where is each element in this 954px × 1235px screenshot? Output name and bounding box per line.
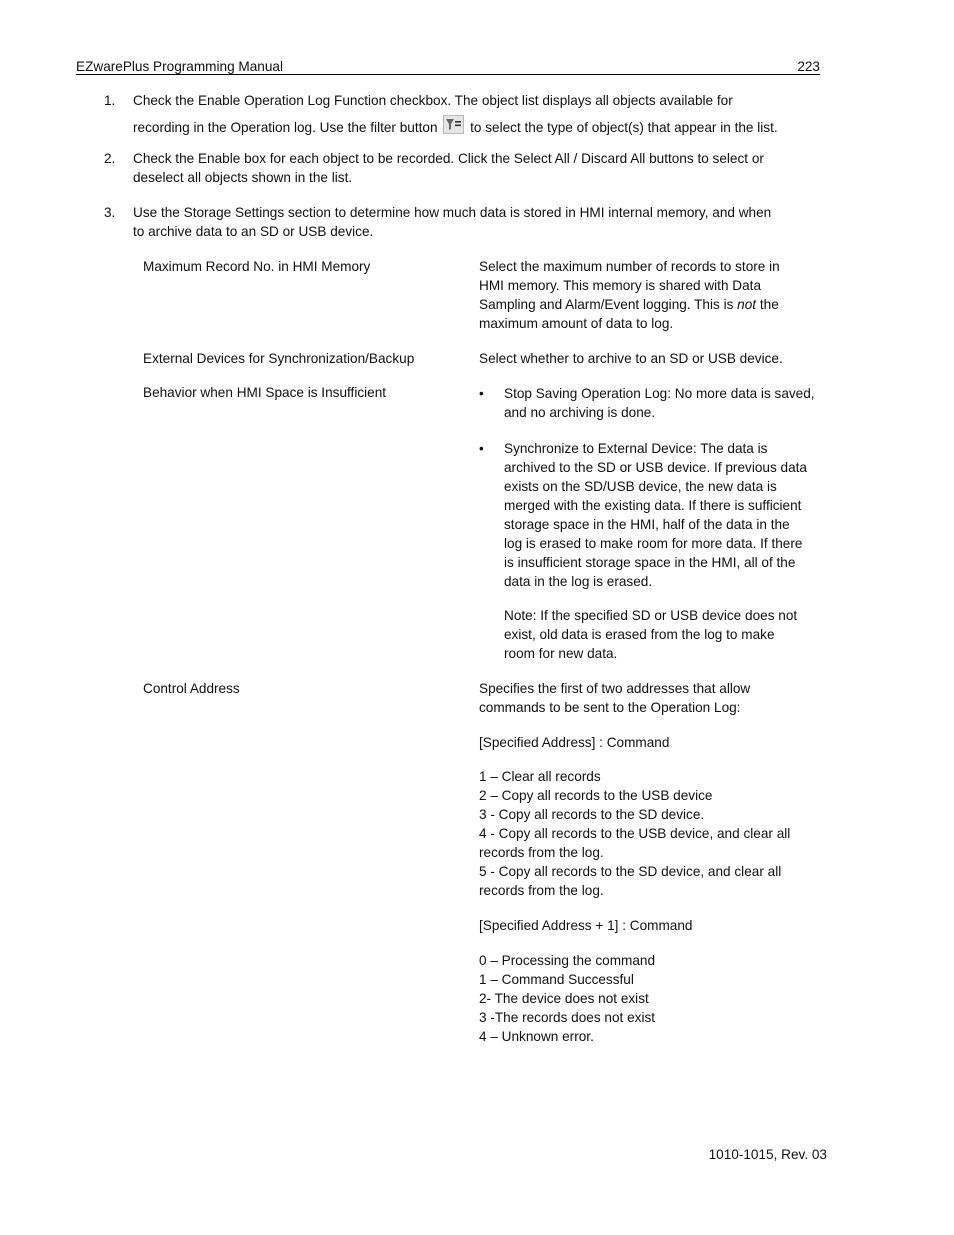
bullet-icon: • bbox=[479, 441, 484, 456]
page-header bbox=[76, 57, 820, 75]
step-number: 1. bbox=[104, 93, 116, 108]
behavior-label: Behavior when HMI Space is Insufficient bbox=[143, 385, 387, 400]
step-number: 2. bbox=[104, 151, 116, 166]
step-1-text-line2: recording in the Operation log. Use the filter button to select the type of object(s) that appear in the list. bbox=[133, 115, 833, 137]
address-1-heading: [Specified Address] : Command bbox=[479, 735, 670, 750]
document-revision: 1010-1015, Rev. 03 bbox=[708, 1147, 827, 1162]
filter-icon bbox=[443, 115, 464, 134]
max-record-description: Select the maximum number of records to store in HMI memory. This memory is shared with Data Sampling and Alarm/Event logging. This is not the maximum amount of data to log. bbox=[479, 259, 780, 331]
address-2-heading: [Specified Address + 1] : Command bbox=[479, 918, 693, 933]
control-address-label: Control Address bbox=[143, 681, 240, 696]
step-2-text: Check the Enable box for each object to be recorded. Click the Select All / Discard All buttons to select or deselect all objects shown in the list. bbox=[133, 151, 764, 185]
external-devices-label: External Devices for Synchronization/Backup bbox=[143, 351, 415, 366]
page-number: 223 bbox=[797, 59, 820, 74]
address-2-status-codes: 0 – Processing the command 1 – Command Successful 2- The device does not exist 3 -The records does not exist 4 – Unknown error. bbox=[479, 953, 656, 1044]
step-3-text: Use the Storage Settings section to determine how much data is stored in HMI internal memory, and when to archive data to an SD or USB device. bbox=[133, 205, 772, 239]
address-1-commands: 1 – Clear all records 2 – Copy all records to the USB device 3 - Copy all records to the SD device. 4 - Copy all records to the USB device, and clear all records from the log. 5 - Copy all records to the SD device, and clear all records from the log. bbox=[479, 769, 791, 898]
behavior-bullet-stop-saving: Stop Saving Operation Log: No more data is saved, and no archiving is done. bbox=[504, 386, 815, 420]
step-number: 3. bbox=[104, 205, 116, 220]
step-1-text: Check the Enable Operation Log Function checkbox. The object list displays all objects available for bbox=[133, 93, 733, 108]
control-address-intro: Specifies the first of two addresses that allow commands to be sent to the Operation Log: bbox=[479, 681, 751, 715]
manual-title: EZwarePlus Programming Manual bbox=[76, 59, 284, 74]
behavior-bullet-synchronize: Synchronize to External Device: The data is archived to the SD or USB device. If previous data exists on the SD/USB device, the new data is merged with the existing data. If there is sufficient storage space in the HMI, half of the data in the log is erased to make room for more data. If there is insufficient storage space in the HMI, all of the data in the log is erased. bbox=[504, 441, 807, 589]
max-record-label: Maximum Record No. in HMI Memory bbox=[143, 259, 371, 274]
bullet-icon: • bbox=[479, 386, 484, 401]
external-devices-description: Select whether to archive to an SD or USB device. bbox=[479, 351, 783, 366]
behavior-note: Note: If the specified SD or USB device does not exist, old data is erased from the log to make room for new data. bbox=[504, 608, 798, 661]
